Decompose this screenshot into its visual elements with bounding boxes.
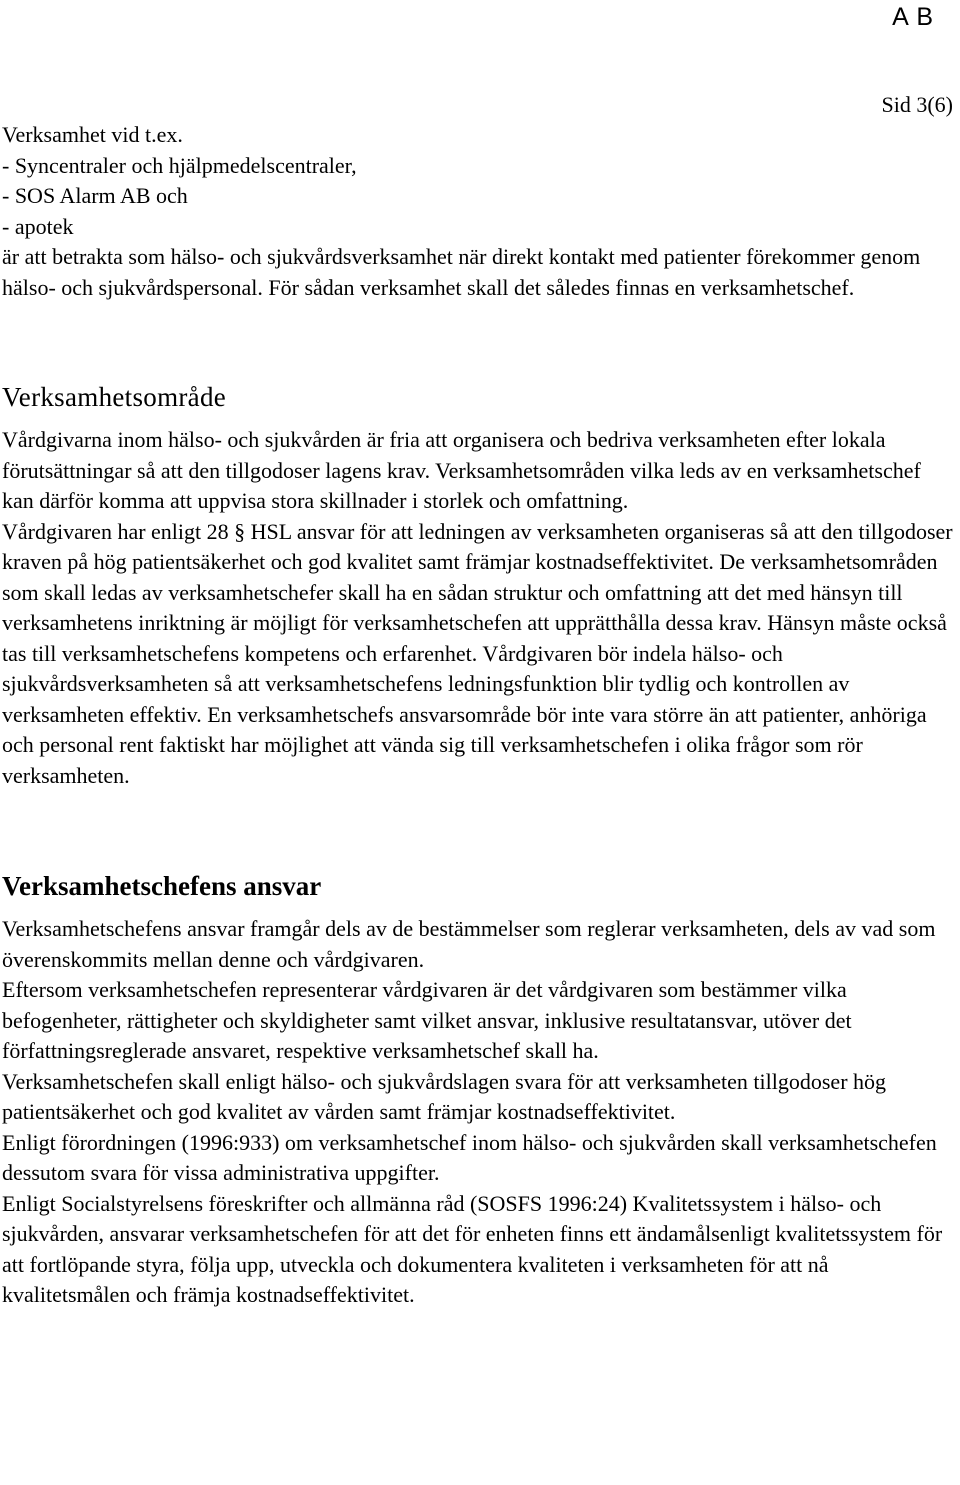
list-item: - Syncentraler och hjälpmedelscentraler, xyxy=(2,152,357,178)
section-2-paragraph: Enligt Socialstyrelsens föreskrifter och allmänna råd (SOSFS 1996:24) Kvalitetssystem i hälso- och sjukvården, ansvarar verksamhetschefen för att det för enheten finns ett ändamålsenligt kvalitetssystem för att fortlöpande styra, följa upp, utveckla och dokumentera kvaliteten i verksamheten för att nå kvalitetsmålen och främja kostnadseffektivitet. xyxy=(2,1190,943,1307)
section-2-paragraph: Eftersom verksamhetschefen representerar vårdgivaren är det vårdgivaren som bestämmer vilka befogenheter, rättigheter och skyldigheter samt vilket ansvar, inklusive resultatansvar, utöver det författningsreglerade ansvaret, respektive verksamhetschef skall ha. xyxy=(2,977,852,1063)
page-number: Sid 3(6) xyxy=(881,92,953,117)
section-2-paragraph: Enligt förordningen (1996:933) om verksamhetschef inom hälso- och sjukvården skall verksamhetschefen dessutom svara för vissa administrativa uppgifter. xyxy=(2,1129,937,1185)
section-1-paragraph: Vårdgivaren har enligt 28 § HSL ansvar för att ledningen av verksamheten organiseras så att den tillgodoser kraven på hög patientsäkerhet och god kvalitet samt främjar kostnadseffektivitet. De verksamhetsområden som skall ledas av verksamhetschefer skall ha en sådan struktur och omfattning att det med hänsyn till verksamhetens inriktning är möjligt för verksamhetschefen att upprätthålla dessa krav. Hänsyn måste också tas till verksamhetschefens kompetens och erfarenhet. Vårdgivaren bör indela hälso- och sjukvårdsverksamheten så att verksamhetschefens ledningsfunktion blir tydlig och kontrollen av verksamheten effektiv. En verksamhetschefs ansvarsområde bör inte vara större än att patienter, anhöriga och personal rent faktiskt har möjlighet att vända sig till verksamhetschefen i olika frågor som rör verksamheten. xyxy=(2,518,953,788)
section-2-paragraph: Verksamhetschefens ansvar framgår dels av de bestämmelser som reglerar verksamheten, dels av vad som överenskommits mellan denne och vårdgivaren. xyxy=(2,916,936,972)
list-item: - apotek xyxy=(2,213,74,239)
company-logo: A B xyxy=(892,3,934,31)
list-item: - SOS Alarm AB och xyxy=(2,183,188,208)
section-heading-verksamhetsomrade: Verksamhetsområde xyxy=(2,382,227,412)
section-heading-verksamhetschefens-ansvar: Verksamhetschefens ansvar xyxy=(2,871,322,901)
section-2-paragraph: Verksamhetschefen skall enligt hälso- och sjukvårdslagen svara för att verksamheten tillgodoser hög patientsäkerhet och god kvalitet av vården samt främjar kostnadseffektivitet. xyxy=(2,1068,887,1124)
intro-lead: Verksamhet vid t.ex. xyxy=(2,122,183,147)
section-1-paragraph: Vårdgivarna inom hälso- och sjukvården är fria att organisera och bedriva verksamheten efter lokala förutsättningar så att den tillgodoser lagens krav. Verksamhetsområden vilka leds av en verksamhetschef kan därför komma att uppvisa stora skillnader i storlek och omfattning. xyxy=(2,427,921,513)
intro-paragraph: är att betrakta som hälso- och sjukvårdsverksamhet när direkt kontakt med patienter förekommer genom hälso- och sjukvårdspersonal. För sådan verksamhet skall det således finnas en verksamhetschef. xyxy=(2,244,921,300)
document-body xyxy=(2,120,957,1311)
